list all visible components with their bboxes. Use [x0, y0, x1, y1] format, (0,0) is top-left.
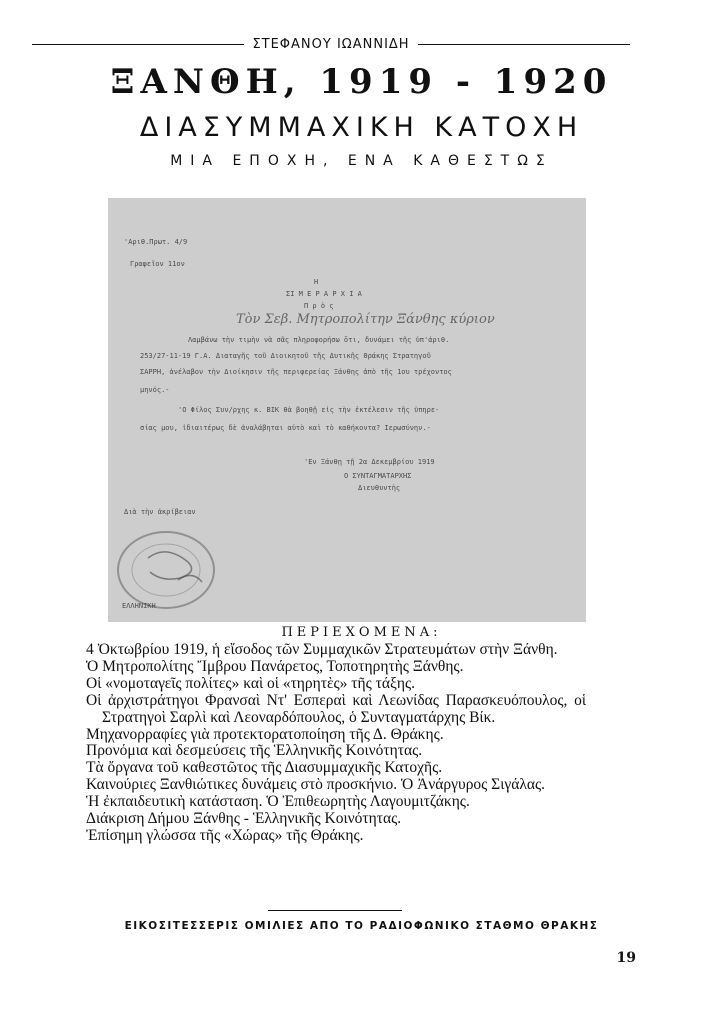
- list-item: Οἱ «νομοταγεῖς πολίτες» καὶ οἱ «τηρητὲς» τῆς τάξης.: [86, 674, 415, 692]
- document-photograph: [108, 198, 586, 622]
- doc-line: Τὸν Σεβ. Μητροπολίτην Ξάνθης κύριον: [236, 312, 495, 327]
- doc-line: 253/27-11-19 Γ.Α. Διαταγῆς τοῦ Διοικητοῦ τῆς Δυτικῆς Θράκης Στρατηγοῦ: [140, 352, 431, 360]
- contents-list: [86, 642, 586, 845]
- page-number: 19: [616, 950, 636, 966]
- doc-line: ΣΑΡΡΗ, ἀνέλαβον τὴν Διοίκησιν τῆς περιφερείας Ξάνθης ἀπὸ τῆς 1ου τρέχοντος: [140, 368, 452, 376]
- stamp-text: ΕΛΛΗΝΙΚΗ: [122, 602, 156, 610]
- list-item: Ἐπίσημη γλώσσα τῆς «Χώρας» τῆς Θράκης.: [86, 826, 364, 844]
- contents-heading: ΠΕΡΙΕΧΟΜΕΝΑ:: [281, 625, 442, 640]
- list-item: Ἡ ἐκπαιδευτικὴ κατάσταση. Ὁ Ἐπιθεωρητὴς Λαγουμιτζάκης.: [86, 793, 470, 811]
- doc-line: 'Αριθ.Πρωτ. 4/9: [124, 238, 188, 246]
- doc-line: 'Ο Φίλος Συν/ρχης κ. ΒΙΚ θὰ βοηθῇ εἰς τὴν ἐκτέλεσιν τῆς ὑπηρε-: [178, 406, 440, 414]
- doc-line: Ο ΣΥΝΤΑΓΜΑΤΑΡΧΗΣ: [344, 472, 412, 480]
- doc-line: Διὰ τὴν ἀκρίβειαν: [124, 508, 196, 516]
- doc-line: ΣΙ Μ Ε Ρ Α Ρ Χ Ι Α: [286, 290, 362, 298]
- author-header: [32, 33, 630, 55]
- list-item: Μηχανορραφίες γιὰ προτεκτορατοποίηση τῆς Δ. Θράκης.: [86, 725, 444, 743]
- doc-line: μηνός.-: [140, 386, 170, 394]
- list-item: Προνόμια καὶ δεσμεύσεις τῆς Ἑλληνικῆς Κοινότητας.: [86, 742, 423, 760]
- doc-line: Διευθυντὴς: [358, 484, 401, 492]
- contents-end-rule: [268, 910, 402, 911]
- series-footer: ΕΙΚΟΣΙΤΕΣΣΕΡΙΣ ΟΜΙΛΙΕΣ ΑΠΟ ΤΟ ΡΑΔΙΟΦΩΝΙΚΟ ΣΤΑΘΜΟ ΘΡΑΚΗΣ: [124, 920, 599, 932]
- header-rule-left: [32, 44, 244, 45]
- header-rule-right: [418, 44, 630, 45]
- book-title: ΞΑΝΘΗ, 1919 - 1920: [110, 62, 613, 102]
- list-item: Ὁ Μητροπολίτης Ἴμβρου Πανάρετος, Τοποτηρητὴς Ξάνθης.: [86, 657, 464, 675]
- list-item: Καινούριες Ξανθιώτικες δυνάμεις στὸ προσκήνιο. Ὁ Ἀνάργυρος Σιγάλας.: [86, 776, 545, 794]
- list-item: Τὰ ὄργανα τοῦ καθεστῶτος τῆς Διασυμμαχικῆς Κατοχῆς.: [86, 759, 443, 777]
- author-name: ΣΤΕΦΑΝΟΥ ΙΩΑΝΝΙΔΗ: [252, 36, 410, 52]
- doc-line: 'Εν Ξάνθῃ τῇ 2α Δεκεμβρίου 1919: [304, 458, 435, 466]
- doc-line: Η: [314, 278, 319, 286]
- list-item: 4 Ὀκτωβρίου 1919, ἡ εἴσοδος τῶν Συμμαχικῶν Στρατευμάτων στὴν Ξάνθη.: [86, 641, 558, 658]
- doc-line: σίας μου, ἰδιαιτέρως δὲ ἀναλάβηται αὐτὸ καὶ τὸ καθήκοντα? Ιερωσύνην.-: [140, 424, 431, 432]
- doc-line: Λαμβάνω τὴν τιμὴν νὰ σᾶς πληροφορήσω ὅτι, δυνάμει τῆς ὑπ'ἀριθ.: [188, 336, 450, 344]
- doc-line: Γραφεῖον 11ον: [130, 260, 185, 268]
- list-item: Οἱ ἀρχιστράτηγοι Φρανσαὶ Ντ' Εσπεραὶ καὶ Λεωνίδας Παρασκευόπουλος, οἱ Στρατηγοὶ Σαρλὶ καὶ Λεοναρδόπουλος, ὁ Συνταγματάρχης Βίκ.: [86, 691, 586, 726]
- book-subtitle: ΔΙΑΣΥΜΜΑΧΙΚΗ ΚΑΤΟΧΗ: [139, 112, 584, 143]
- book-tagline: ΜΙΑ ΕΠΟΧΗ, ΕΝΑ ΚΑΘΕΣΤΩΣ: [170, 153, 553, 169]
- list-item: Διάκριση Δήμου Ξάνθης - Ἑλληνικῆς Κοινότητας.: [86, 810, 402, 828]
- doc-line: Π ρ ὸ ς: [304, 302, 334, 310]
